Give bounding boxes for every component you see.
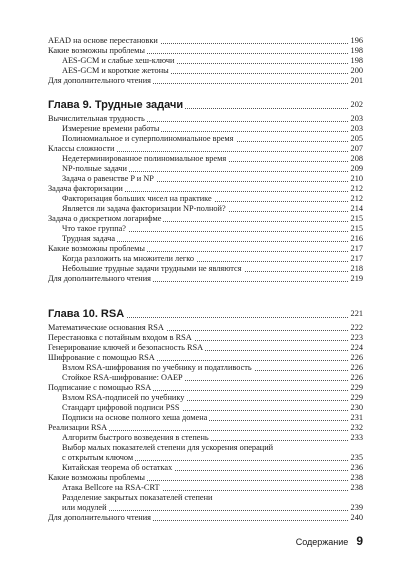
toc-page-number: 212 (350, 184, 363, 193)
toc-page-number: 205 (350, 134, 363, 143)
toc-entry (0, 244, 400, 254)
toc-entry (0, 323, 400, 333)
toc-entry-title: AES-GCM и слабые хеш-ключи (62, 56, 175, 65)
toc-entry-title: Глава 9. Трудные задачи (48, 99, 184, 111)
toc-page-number: 232 (350, 423, 363, 432)
toc-subentry (0, 164, 400, 174)
toc-page-number: 216 (350, 234, 363, 243)
toc-page-number: 217 (350, 254, 363, 263)
toc-entry (0, 214, 400, 224)
toc-entry (0, 473, 400, 483)
toc-entry-title: Стандарт цифровой подписи PSS (62, 403, 180, 412)
toc-entry (0, 274, 400, 284)
page-footer (296, 534, 363, 548)
toc-page-number: 223 (350, 333, 363, 342)
toc-subentry (0, 493, 400, 503)
toc-page-number: 233 (350, 433, 363, 442)
toc-subentry (0, 443, 400, 453)
toc-entry (0, 513, 400, 523)
toc-subentry (0, 224, 400, 234)
toc-subentry (0, 264, 400, 274)
toc-subentry (0, 403, 400, 413)
toc-entry-title: Китайская теорема об остатках (62, 463, 173, 472)
toc-page-number: 218 (350, 264, 363, 273)
toc-chapter-heading (0, 100, 400, 110)
toc-subentry (0, 154, 400, 164)
toc-page-number: 238 (350, 483, 363, 492)
toc-page-number: 222 (350, 323, 363, 332)
toc-entry-title: NP-полные задачи (62, 164, 127, 173)
toc-entry-title: Шифрование с помощью RSA (48, 353, 155, 362)
toc-entry-title: Задача о равенстве P и NP (62, 174, 154, 183)
toc-entry (0, 333, 400, 343)
toc-entry (0, 383, 400, 393)
toc-page-number: 208 (350, 154, 363, 163)
toc-page-number: 226 (350, 353, 363, 362)
toc-page-number: 200 (350, 66, 363, 75)
toc-entry-title: Недетерминированное полиномиальное время (62, 154, 227, 163)
toc-entry-title: Атака Bellcore на RSA-CRT (62, 483, 160, 492)
footer-section-title: Содержание (295, 537, 349, 547)
toc-entry (0, 36, 400, 46)
toc-entry-title: Взлом RSA-подписей по учебнику (62, 393, 185, 402)
toc-subentry (0, 393, 400, 403)
toc-entry-title: Взлом RSA-шифрования по учебнику и податливость (62, 363, 252, 372)
toc-entry-title: AEAD на основе перестановки (48, 36, 158, 45)
toc-page-number: 219 (350, 274, 363, 283)
toc-entry-title: Разделение закрытых показателей степени (62, 493, 213, 502)
toc-entry-title: Задача о дискретном логарифме (48, 214, 162, 223)
toc-entry-title: Стойкое RSA-шифрование: OAEP (62, 373, 183, 382)
toc-entry-title: Полиномиальное и суперполиномиальное время (62, 134, 234, 143)
toc-subentry (0, 56, 400, 66)
toc-page-number: 229 (350, 393, 363, 402)
toc-page-number: 212 (350, 194, 363, 203)
toc-subentry (0, 503, 400, 513)
toc-page-number: 209 (350, 164, 363, 173)
toc-page-number: 229 (350, 383, 363, 392)
toc-entry-title: Подписи на основе полного хеша домена (62, 413, 208, 422)
toc-page-number: 239 (350, 503, 363, 512)
toc-subentry (0, 234, 400, 244)
toc-entry (0, 343, 400, 353)
toc-entry-title: Генерирование ключей и безопасность RSA (48, 343, 204, 352)
toc-page-number: 224 (350, 343, 363, 352)
toc-entry-title: Какие возможны проблемы (48, 473, 145, 482)
toc-entry-title: Выбор малых показателей степени для ускорения операций (62, 443, 274, 452)
toc-page-number: 198 (350, 46, 363, 55)
toc-subentry (0, 204, 400, 214)
toc-chapter-heading (0, 309, 400, 319)
toc-page-number: 203 (350, 114, 363, 123)
toc-entry-title: Для дополнительного чтения (48, 513, 151, 522)
toc-entry (0, 184, 400, 194)
toc-subentry (0, 66, 400, 76)
toc-entry-title: Факторизация больших чисел на практике (62, 194, 212, 203)
toc-entry-title: Какие возможны проблемы (48, 244, 145, 253)
toc-subentry (0, 413, 400, 423)
toc-page-number: 198 (350, 56, 363, 65)
toc-entry-title: Измерение времени работы (62, 124, 160, 133)
page-number: 9 (356, 534, 363, 548)
toc-page-number: 202 (350, 100, 363, 109)
toc-entry-title: Перестановка с потайным входом в RSA (48, 333, 192, 342)
toc-entry (0, 144, 400, 154)
toc-page-number: 215 (350, 224, 363, 233)
toc-subentry (0, 433, 400, 443)
toc-entry (0, 114, 400, 124)
toc-page-number: 230 (350, 403, 363, 412)
toc-entry-title: с открытым ключом (62, 453, 134, 462)
toc-page-number: 221 (350, 309, 363, 318)
toc-entry-title: Алгоритм быстрого возведения в степень (62, 433, 209, 442)
toc-entry-title: AES-GCM и короткие жетоны (62, 66, 169, 75)
toc-page-number: 214 (350, 204, 363, 213)
toc-page-number: 240 (350, 513, 363, 522)
toc-page-number: 235 (350, 453, 363, 462)
toc-entry (0, 46, 400, 56)
toc-page-number: 236 (350, 463, 363, 472)
toc-page-number: 231 (350, 413, 363, 422)
toc-entry-title: Трудная задача (62, 234, 116, 243)
toc-subentry (0, 174, 400, 184)
toc-entry-title: Задача факторизации (48, 184, 123, 193)
toc-page-number: 201 (350, 76, 363, 85)
toc-subentry (0, 373, 400, 383)
toc-entry (0, 353, 400, 363)
toc-subentry (0, 194, 400, 204)
toc-subentry (0, 453, 400, 463)
toc-entry-title: Классы сложности (48, 144, 115, 153)
toc-page-number: 217 (350, 244, 363, 253)
toc-entry-title: Небольшие трудные задачи трудными не являются (62, 264, 242, 273)
toc-page-number: 203 (350, 124, 363, 133)
toc-page-number: 210 (350, 174, 363, 183)
toc-page-number: 238 (350, 473, 363, 482)
toc-page-number: 215 (350, 214, 363, 223)
toc-entry-title: Математические основания RSA (48, 323, 164, 332)
toc-subentry (0, 463, 400, 473)
toc-subentry (0, 124, 400, 134)
toc-page-number: 226 (350, 363, 363, 372)
toc-entry-title: Является ли задача факторизации NP-полной? (62, 204, 226, 213)
toc-entry-title: Какие возможны проблемы (48, 46, 145, 55)
toc-page-number: 196 (350, 36, 363, 45)
toc-subentry (0, 363, 400, 373)
toc-page-number: 207 (350, 144, 363, 153)
toc-subentry (0, 254, 400, 264)
toc-entry-title: или модулей (62, 503, 107, 512)
toc-entry-title: Глава 10. RSA (48, 308, 125, 320)
toc-entry-title: Для дополнительного чтения (48, 274, 151, 283)
toc-entry-title: Когда разложить на множители легко (62, 254, 195, 263)
toc-page-number: 226 (350, 373, 363, 382)
toc-entry (0, 76, 400, 86)
toc-entry-title: Вычислительная трудность (48, 114, 145, 123)
toc-entry-title: Реализации RSA (48, 423, 108, 432)
toc-entry (0, 423, 400, 433)
toc-entry-title: Что такое группа? (62, 224, 126, 233)
toc-subentry (0, 483, 400, 493)
toc-entry-title: Подписание с помощью RSA (48, 383, 152, 392)
toc-subentry (0, 134, 400, 144)
toc-entry-title: Для дополнительного чтения (48, 76, 151, 85)
